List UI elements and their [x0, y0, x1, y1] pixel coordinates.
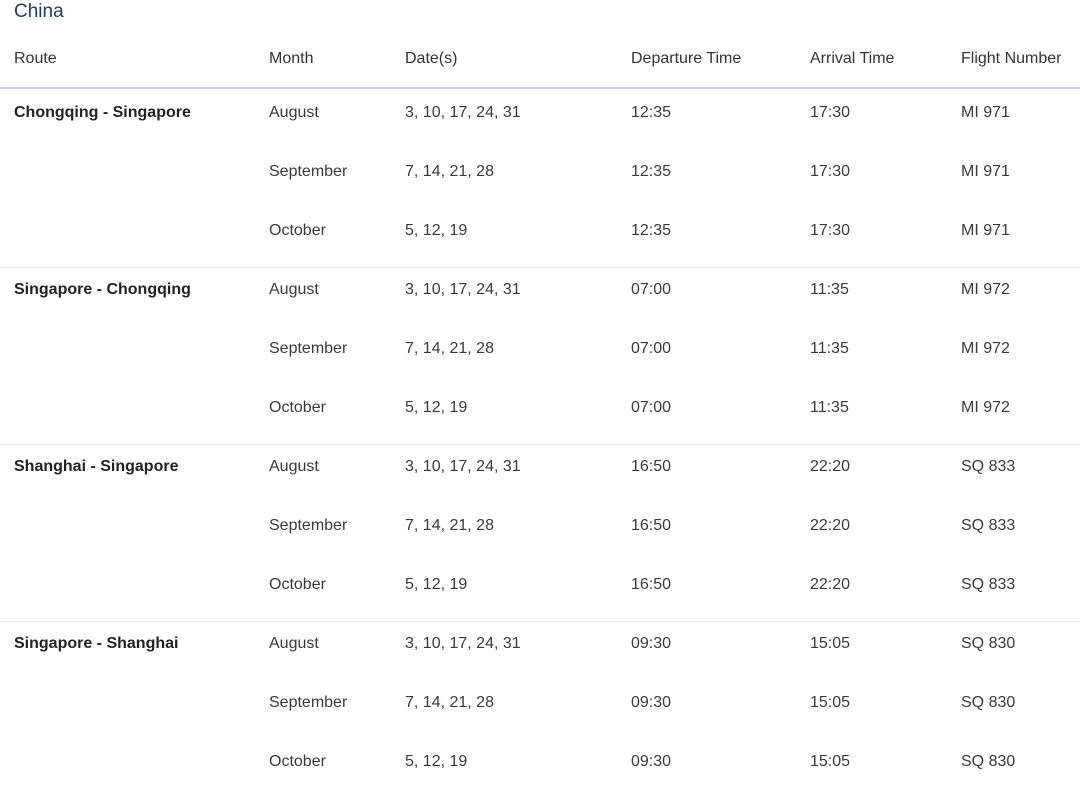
- cell-arrival: 17:30: [810, 163, 851, 180]
- cell-flight: MI 972: [961, 281, 1010, 298]
- cell-month: August: [269, 458, 319, 475]
- cell-month: September: [269, 163, 348, 180]
- table-row: [0, 752, 1080, 772]
- cell-flight: MI 971: [961, 104, 1010, 121]
- cell-flight: SQ 830: [961, 635, 1016, 652]
- cell-month: October: [269, 399, 326, 416]
- table-row: [0, 221, 1080, 241]
- table-row: [0, 457, 1080, 477]
- cell-arrival: 22:20: [810, 458, 851, 475]
- cell-flight: SQ 830: [961, 694, 1016, 711]
- cell-flight: SQ 833: [961, 458, 1016, 475]
- cell-dates: 5, 12, 19: [405, 399, 468, 416]
- cell-flight: SQ 833: [961, 517, 1016, 534]
- header-flight-number: Flight Number: [961, 50, 1062, 67]
- header-arrival-time: Arrival Time: [810, 50, 895, 67]
- table-row: [0, 575, 1080, 595]
- cell-month: August: [269, 104, 319, 121]
- header-route: Route: [14, 50, 57, 67]
- cell-departure: 16:50: [631, 517, 672, 534]
- cell-month: September: [269, 694, 348, 711]
- header-dates: Date(s): [405, 50, 458, 67]
- cell-dates: 3, 10, 17, 24, 31: [405, 635, 521, 652]
- region-title: China: [14, 1, 64, 22]
- cell-arrival: 11:35: [810, 340, 849, 357]
- cell-departure: 16:50: [631, 458, 672, 475]
- table-row: [0, 339, 1080, 359]
- cell-flight: MI 972: [961, 399, 1010, 416]
- header-month: Month: [269, 50, 314, 67]
- route-name: Chongqing - Singapore: [14, 104, 191, 121]
- cell-dates: 7, 14, 21, 28: [405, 340, 494, 357]
- cell-arrival: 15:05: [810, 753, 851, 770]
- cell-month: October: [269, 576, 326, 593]
- cell-dates: 5, 12, 19: [405, 753, 468, 770]
- cell-flight: MI 972: [961, 340, 1010, 357]
- cell-dates: 7, 14, 21, 28: [405, 694, 494, 711]
- table-row: [0, 693, 1080, 713]
- cell-dates: 7, 14, 21, 28: [405, 163, 494, 180]
- cell-flight: MI 971: [961, 163, 1010, 180]
- route-group: [0, 622, 1080, 799]
- table-row: [0, 634, 1080, 654]
- cell-arrival: 17:30: [810, 222, 851, 239]
- cell-month: October: [269, 222, 326, 239]
- cell-month: September: [269, 517, 348, 534]
- header-departure-time: Departure Time: [631, 50, 742, 67]
- cell-departure: 07:00: [631, 340, 672, 357]
- cell-departure: 12:35: [631, 163, 672, 180]
- cell-arrival: 11:35: [810, 281, 849, 298]
- route-name: Shanghai - Singapore: [14, 458, 179, 475]
- cell-flight: SQ 833: [961, 576, 1016, 593]
- route-name: Singapore - Chongqing: [14, 281, 191, 298]
- cell-dates: 7, 14, 21, 28: [405, 517, 494, 534]
- cell-arrival: 17:30: [810, 104, 851, 121]
- cell-flight: SQ 830: [961, 753, 1016, 770]
- cell-arrival: 15:05: [810, 635, 851, 652]
- cell-month: October: [269, 753, 326, 770]
- cell-departure: 09:30: [631, 753, 672, 770]
- cell-arrival: 11:35: [810, 399, 849, 416]
- cell-flight: MI 971: [961, 222, 1010, 239]
- cell-dates: 3, 10, 17, 24, 31: [405, 281, 521, 298]
- table-row: [0, 162, 1080, 182]
- table-header: [0, 49, 1080, 89]
- cell-departure: 12:35: [631, 222, 672, 239]
- cell-arrival: 22:20: [810, 576, 851, 593]
- cell-month: September: [269, 340, 348, 357]
- cell-dates: 5, 12, 19: [405, 576, 468, 593]
- table-row: [0, 516, 1080, 536]
- route-group: [0, 268, 1080, 445]
- cell-month: August: [269, 281, 319, 298]
- table-row: [0, 280, 1080, 300]
- cell-departure: 12:35: [631, 104, 672, 121]
- table-row: [0, 103, 1080, 123]
- cell-departure: 09:30: [631, 635, 672, 652]
- route-group: [0, 91, 1080, 268]
- cell-arrival: 15:05: [810, 694, 851, 711]
- route-name: Singapore - Shanghai: [14, 635, 179, 652]
- table-row: [0, 398, 1080, 418]
- cell-departure: 07:00: [631, 281, 672, 298]
- cell-departure: 09:30: [631, 694, 672, 711]
- cell-dates: 5, 12, 19: [405, 222, 468, 239]
- cell-dates: 3, 10, 17, 24, 31: [405, 458, 521, 475]
- cell-arrival: 22:20: [810, 517, 851, 534]
- cell-month: August: [269, 635, 319, 652]
- cell-dates: 3, 10, 17, 24, 31: [405, 104, 521, 121]
- route-group: [0, 445, 1080, 622]
- cell-departure: 16:50: [631, 576, 672, 593]
- cell-departure: 07:00: [631, 399, 672, 416]
